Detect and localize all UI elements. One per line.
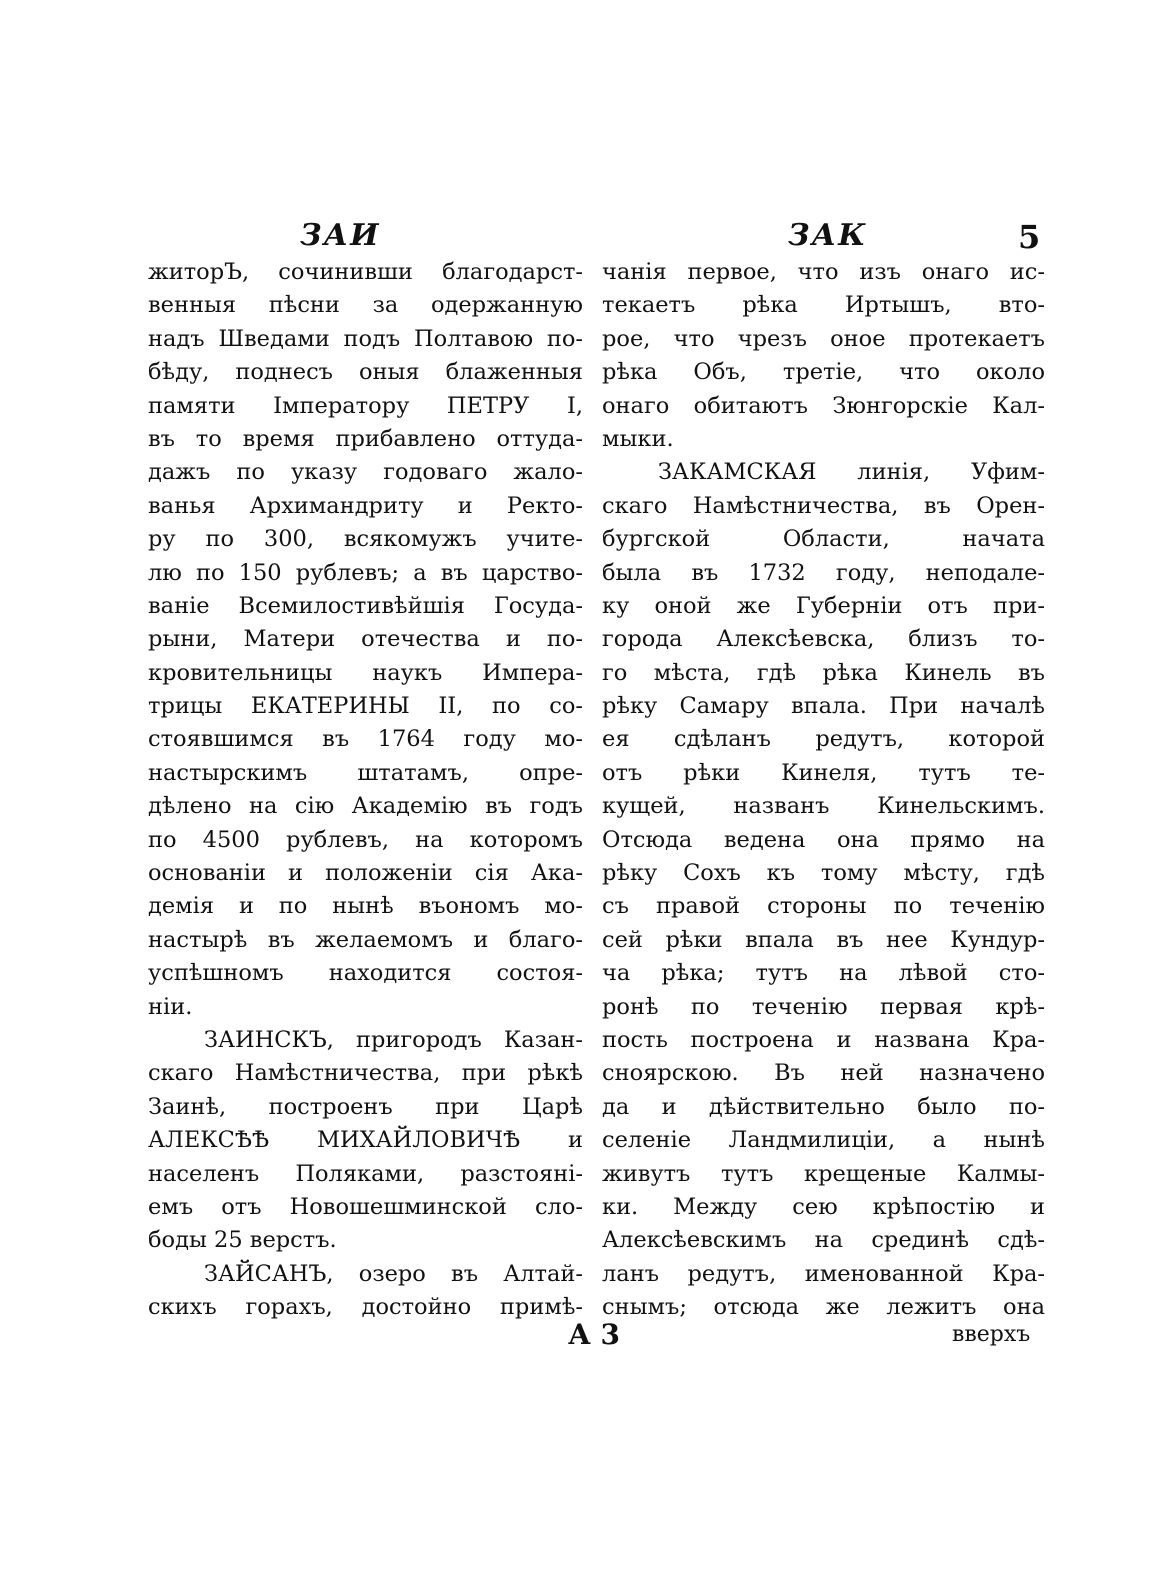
text-line: рыни, Матери отечества и по- [148,626,583,653]
text-line: лю по 150 рублевъ; а въ царство- [148,559,583,586]
text-line: да и дѣйствительно было по- [602,1093,1045,1120]
text-line: селеніе Ландмилиціи, а нынѣ [602,1127,1045,1154]
text-line: мыки. [602,425,674,452]
text-line: кущей, названъ Кинельскимъ. [602,793,1045,820]
text-line: настырскимъ штатамъ, опре- [148,759,583,786]
text-line: скаго Намѣстничества, въ Орен- [602,492,1045,519]
text-line: пость построена и названа Кра- [602,1026,1045,1053]
text-line: рѣка Объ, третіе, что около [602,359,1045,386]
text-line: емъ отъ Новошешминской сло- [148,1193,583,1220]
text-line: Отсюда ведена она прямо на [602,826,1045,853]
text-line: надъ Шведами подъ Полтавою по- [148,325,583,352]
text-line: ча рѣка; тутъ на лѣвой сто- [602,960,1045,987]
text-line: въ то время прибавлено оттуда- [148,425,583,452]
entry-heading-line: ЗАКАМСКАЯ линія, Уфим- [658,459,1045,486]
text-line: боды 25 верстъ. [148,1227,337,1254]
text-line: ніи. [148,993,193,1020]
text-line: ку оной же Губерніи отъ при- [602,592,1045,619]
text-line: чанія первое, что изъ онаго ис- [602,259,1045,285]
text-line: ланъ редутъ, именованной Кра- [602,1260,1045,1287]
text-line: ваніе Всемилостивѣйшія Госуда- [148,592,583,619]
text-line: рѣку Самару впала. При началѣ [602,693,1045,720]
catchword: вверхъ [952,1322,1031,1347]
text-line: стоявшимся въ 1764 году мо- [148,726,583,753]
text-line: снымъ; отсюда же лежитъ она [602,1294,1045,1321]
text-line: демія и по нынѣ въономъ мо- [148,893,583,920]
text-line: скихъ горахъ, достойно примѣ- [148,1294,583,1321]
text-line: была въ 1732 году, неподале- [602,559,1045,586]
text-line: го мѣста, гдѣ рѣка Кинель въ [602,659,1045,686]
text-line: живутъ тутъ крещеные Калмы- [602,1160,1045,1187]
text-line: онаго обитаютъ Зюнгорскіе Кал- [602,392,1045,419]
text-line: ванья Архимандриту и Ректо- [148,492,583,519]
entry-heading-line: ЗАЙСАНЪ, озеро въ Алтай- [204,1260,583,1287]
text-line: Алексѣевскимъ на срединѣ сдѣ- [602,1227,1045,1254]
text-line: трицы ЕКАТЕРИНЫ II, по со- [148,693,583,720]
text-line: города Алексѣевска, близъ то- [602,626,1045,653]
text-line: населенъ Поляками, разстояні- [148,1160,583,1187]
left-text-column [148,256,583,1325]
text-line: ру по 300, всякомужъ учите- [148,526,583,553]
text-line: бѣду, поднесъ оныя блаженныя [148,359,583,386]
text-line: отъ рѣки Кинеля, тутъ те- [602,759,1045,786]
entry-heading-line: ЗАИНСКЪ, пригородъ Казан- [204,1026,583,1053]
text-line: дажъ по указу годоваго жало- [148,459,583,486]
text-line: скаго Намѣстничества, при рѣкѣ [148,1060,583,1087]
text-line: кровительницы наукъ Импера- [148,659,583,686]
text-line: ки. Между сею крѣпостію и [602,1193,1045,1220]
text-line: ронѣ по теченію первая крѣ- [602,993,1045,1020]
text-line: памяти Імператору ПЕТРУ I, [148,392,583,419]
page-number: 5 [1018,218,1041,256]
left-running-head: ЗАИ [300,218,381,253]
text-line: рое, что чрезъ оное протекаетъ [602,325,1045,352]
text-line: сей рѣки впала въ нее Кундур- [602,926,1045,953]
text-line: венныя пѣсни за одержанную [148,292,583,319]
text-line: житорЪ, сочинивши благодарст- [148,259,583,285]
right-running-head: ЗАК [788,218,868,253]
signature-mark: А 3 [568,1318,621,1351]
text-line: рѣку Сохъ къ тому мѣсту, гдѣ [602,860,1045,887]
text-line: съ правой стороны по теченію [602,893,1045,920]
right-text-column [602,256,1045,1325]
text-line: ея сдѣланъ редутъ, которой [602,726,1045,753]
text-line: сноярскою. Въ ней назначено [602,1060,1045,1087]
text-line: основаніи и положеніи сія Ака- [148,860,583,887]
text-line: дѣлено на сію Академію въ годъ [148,793,583,820]
text-line: настырѣ въ желаемомъ и благо- [148,926,583,953]
text-line: по 4500 рублевъ, на которомъ [148,826,583,853]
text-line: текаетъ рѣка Иртышъ, вто- [602,292,1045,319]
text-line: бургской Области, начата [602,526,1045,553]
text-line: АЛЕКСѢѢ МИХАЙЛОВИЧѢ и [148,1127,583,1154]
text-line: Заинѣ, построенъ при Царѣ [148,1093,583,1120]
text-line: успѣшномъ находится состоя- [148,960,583,987]
